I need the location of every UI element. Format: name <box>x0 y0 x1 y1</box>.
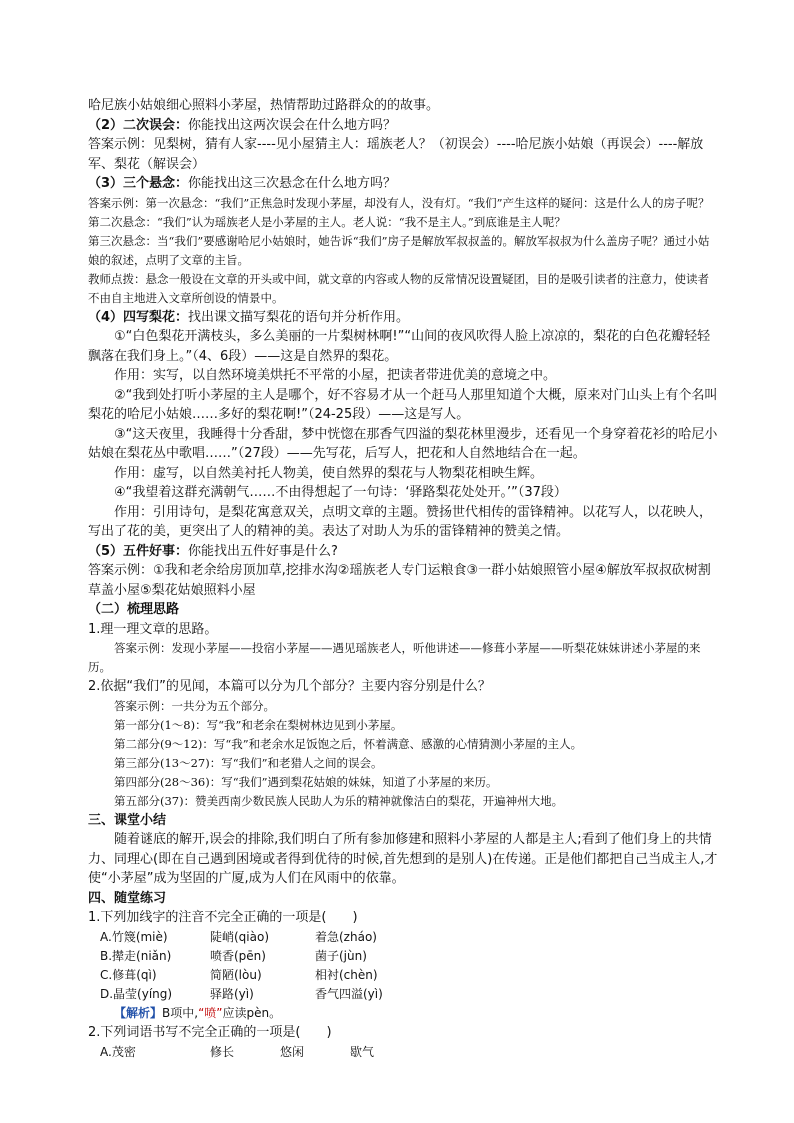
section-heading-suspense <box>88 174 720 194</box>
option-item: 悠闲 <box>280 1044 305 1059</box>
option-item: 简陋(lòu) <box>210 967 262 982</box>
quote-paragraph: ③“这天夜里，我睡得十分香甜，梦中恍惚在那香气四溢的梨花林里漫步，还看见一个身穿着花衫的哈尼小姑娘在梨花丛中歌唱……”（27段）——先写花，后写人，把花和人自然地结合在一起。 <box>88 426 718 461</box>
quote-paragraph: ②“我到处打听小茅屋的主人是哪个，好不容易才从一个赶马人那里知道个大概，原来对门山头上有个名叫梨花的哈尼小姑娘……多好的梨花啊!”（24-25段）——这是写人。 <box>88 387 718 422</box>
answer-text: 答案示例：发现小茅屋——投宿小茅屋——遇见瑶族老人，听他讲述——修葺小茅屋——听梨花妹妹讲述小茅屋的来历。 <box>88 641 701 674</box>
option-row <box>88 928 720 947</box>
answer-text: 答案示例：一共分为五个部分。 <box>114 698 275 713</box>
effect-paragraph: 作用：虚写，以自然美衬托人物美，使自然界的梨花与人物梨花相映生辉。 <box>114 465 544 481</box>
option-item: 菌子(jùn) <box>315 948 367 963</box>
effect-paragraph: 作用：引用诗句，是梨花寓意双关，点明文章的主题。赞扬世代相传的雷锋精神。以花写人，以花映人，写出了花的美，更突出了人的精神的美。表达了对助人为乐的雷锋精神的赞美之情。 <box>88 504 713 539</box>
part-line: 第一部分(1～8)：写“我”和老余在梨树林边见到小茅屋。 <box>114 717 403 732</box>
option-item: 香气四溢(yì) <box>315 986 383 1001</box>
section-heading-practice: 四、随堂练习 <box>88 890 167 906</box>
answer-text: 答案示例：见梨树，猜有人家----见小屋猜主人：瑶族老人？（初误会）----哈尼族小姑娘（再误会）----解放军、梨花（解误会） <box>88 137 704 172</box>
heading-label: （3）三个悬念： <box>88 176 189 191</box>
part-line: 第五部分(37)：赞美西南少数民族人民助人为乐的精神就像洁白的梨花，开遍神州大地。 <box>114 793 564 808</box>
option-item: 相衬(chèn) <box>315 967 378 982</box>
option-item: 歇气 <box>350 1044 375 1059</box>
answer-text: 第三次悬念：当“我们”要感谢哈尼小姑娘时，她告诉“我们”房子是解放军叔叔盖的。解放军叔叔为什么盖房子呢？通过小姑娘的叙述，点明了文章的主旨。 <box>88 233 710 267</box>
option-item: A.竹篾(miè) <box>100 929 168 944</box>
analysis-text: 应读pèn。 <box>222 1005 282 1020</box>
question-text: 你能找出五件好事是什么? <box>188 543 338 559</box>
answer-text: 答案示例：第一次悬念：“我们”正焦急时发现小茅屋，却没有人，没有灯。“我们”产生这样的疑问：这是什么人的房子呢？ <box>88 195 710 210</box>
section-heading-pear-blossoms <box>88 308 720 328</box>
section-heading-summary: 三、课堂小结 <box>88 812 167 828</box>
option-item: 陡峭(qiào) <box>210 929 270 944</box>
option-row <box>88 985 720 1004</box>
quote-paragraph: ④“我望着这群充满朝气……不由得想起了一句诗：‘驿路梨花处处开。’”（37段） <box>114 485 567 500</box>
option-item: 修长 <box>210 1044 235 1059</box>
section-heading-outline: （二）梳理思路 <box>88 602 180 617</box>
part-line: 第二部分(9～12)：写“我”和老余水足饭饱之后，怀着满意、感激的心情猜测小茅屋的主人。 <box>114 736 583 751</box>
question-text: 1.理一理文章的思路。 <box>88 621 218 637</box>
summary-paragraph: 随着谜底的解开,误会的排除,我们明白了所有参加修建和照料小茅屋的人都是主人;看到了他们身上的共情力、同理心(即在自己遇到困境或者得到优待的时候,首先想到的是别人)在传递。正是他们都把自己当成主人,才使“小茅屋”成为坚固的广厦,成为人们在风雨中的依靠。 <box>88 832 718 886</box>
section-heading-misunderstandings <box>88 116 720 136</box>
analysis-highlight: “喷” <box>198 1005 223 1020</box>
effect-paragraph: 作用：实写，以自然环境美烘托不平常的小屋，把读者带进优美的意境之中。 <box>114 368 557 383</box>
option-item: 着急(zháo) <box>315 929 377 944</box>
heading-label: （4）四写梨花： <box>88 309 189 325</box>
answer-text: 答案示例：①我和老余给房顶加草,挖排水沟②瑶族老人专门运粮食③一群小姑娘照管小屋④解放军叔叔砍树割草盖小屋⑤梨花姑娘照料小屋 <box>88 563 711 598</box>
part-line: 第三部分(13～27)：写“我们”和老猎人之间的误会。 <box>114 755 383 770</box>
option-item: A.茂密 <box>100 1044 136 1059</box>
analysis-label: 【解析】 <box>114 1005 163 1020</box>
text-line: 哈尼族小姑娘细心照料小茅屋，热情帮助过路群众的的故事。 <box>88 98 440 113</box>
heading-label: （2）二次误会： <box>88 117 189 133</box>
option-row <box>88 1043 720 1062</box>
question-1: 1.下列加线字的注音不完全正确的一项是( ) <box>88 910 358 925</box>
question-text: 你能找出这三次悬念在什么地方吗？ <box>188 176 397 191</box>
option-item: B.撵走(niǎn) <box>100 948 172 963</box>
question-2: 2.下列词语书写不完全正确的一项是( ) <box>88 1025 332 1040</box>
part-line: 第四部分(28～36)：写“我们”遇到梨花姑娘的妹妹，知道了小茅屋的来历。 <box>114 774 498 789</box>
question-text: 2.依据“我们”的见闻，本篇可以分为几个部分？主要内容分别是什么？ <box>88 679 491 694</box>
option-row <box>88 947 720 966</box>
option-row <box>88 966 720 985</box>
option-item: D.晶莹(yíng) <box>100 986 173 1001</box>
option-item: C.修葺(qì) <box>100 967 157 982</box>
teacher-note: 教师点拨：悬念一般设在文章的开头或中间，就文章的内容或人物的反常情况设置疑团，目的是吸引读者的注意力，使读者不由自主地进入文章所创设的情景中。 <box>88 271 709 305</box>
heading-label: （5）五件好事： <box>88 543 189 559</box>
question-text: 找出课文描写梨花的语句并分析作用。 <box>188 309 410 325</box>
option-item: 驿路(yì) <box>210 986 254 1001</box>
option-item: 喷香(pēn) <box>210 948 266 963</box>
answer-text: 第二次悬念：“我们”认为瑶族老人是小茅屋的主人。老人说：“我不是主人。”到底谁是主人呢？ <box>88 214 566 229</box>
quote-paragraph: ①“白色梨花开满枝头，多么美丽的一片梨树林啊!”“山间的夜风吹得人脸上凉凉的，梨花的白色花瓣轻轻飘落在我们身上。”（4、6段）——这是自然界的梨花。 <box>88 329 711 364</box>
analysis-text: B项中, <box>162 1005 199 1020</box>
question-text: 你能找出这两次误会在什么地方吗？ <box>188 117 397 133</box>
section-heading-good-deeds <box>88 542 720 562</box>
document-content <box>88 96 720 1062</box>
analysis-line <box>88 1004 720 1024</box>
